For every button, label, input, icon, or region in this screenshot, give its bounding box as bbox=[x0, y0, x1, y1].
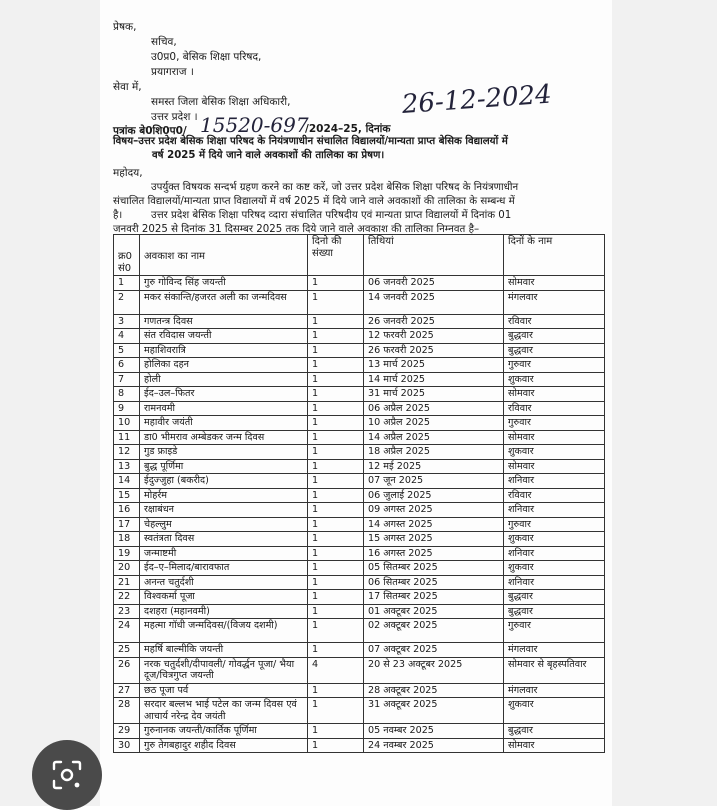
table-row bbox=[114, 532, 605, 547]
cell-sno: 21 bbox=[114, 575, 140, 590]
cell-date: 02 अक्टूबर 2025 bbox=[364, 619, 504, 643]
cell-date: 15 अगस्त 2025 bbox=[364, 532, 504, 547]
cell-weekday: सोमवार bbox=[504, 387, 605, 402]
cell-holiday-name: स्वतंत्रता दिवस bbox=[140, 532, 308, 547]
sender-line: सचिव, bbox=[151, 36, 177, 48]
table-row bbox=[114, 517, 605, 532]
table-row bbox=[114, 430, 605, 445]
cell-sno: 2 bbox=[114, 290, 140, 314]
header-sno: क्र0 सं0 bbox=[114, 235, 140, 276]
cell-holiday-name: महर्षि बाल्मीकि जयन्ती bbox=[140, 643, 308, 658]
table-row bbox=[114, 561, 605, 576]
cell-days-count: 1 bbox=[308, 474, 364, 489]
cell-date: 05 नवम्बर 2025 bbox=[364, 724, 504, 739]
cell-sno: 7 bbox=[114, 372, 140, 387]
cell-holiday-name: छठ पूजा पर्व bbox=[140, 683, 308, 698]
table-header-row bbox=[114, 235, 605, 276]
header-weekday: दिनों के नाम bbox=[504, 235, 605, 276]
handwritten-letter-number: 15520-697 bbox=[200, 113, 309, 137]
cell-weekday: शुकवार bbox=[504, 445, 605, 460]
cell-date: 14 जनवरी 2025 bbox=[364, 290, 504, 314]
cell-weekday: बुद्धवार bbox=[504, 604, 605, 619]
cell-sno: 29 bbox=[114, 724, 140, 739]
cell-weekday: शुकवार bbox=[504, 532, 605, 547]
cell-sno: 13 bbox=[114, 459, 140, 474]
cell-sno: 18 bbox=[114, 532, 140, 547]
cell-weekday: मंगलवार bbox=[504, 290, 605, 314]
cell-weekday: शुकवार bbox=[504, 698, 605, 724]
sender-label: प्रेषक, bbox=[113, 21, 137, 33]
cell-days-count: 1 bbox=[308, 416, 364, 431]
cell-date: 31 अक्टूबर 2025 bbox=[364, 698, 504, 724]
cell-days-count: 1 bbox=[308, 532, 364, 547]
cell-date: 06 जुलाई 2025 bbox=[364, 488, 504, 503]
paragraph-line: उपर्युक्त विषयक सन्दर्भ ग्रहण करने का कष्ट करें, जो उत्तर प्रदेश बेसिक शिक्षा परिषद के नियंत्रणाधीन bbox=[151, 182, 519, 193]
cell-holiday-name: मोहर्रम bbox=[140, 488, 308, 503]
table-row bbox=[114, 401, 605, 416]
cell-holiday-name: महत्मा गॉधी जन्मदिवस/(विजय दशमी) bbox=[140, 619, 308, 643]
cell-days-count: 1 bbox=[308, 575, 364, 590]
cell-date: 12 फरवरी 2025 bbox=[364, 329, 504, 344]
table-row bbox=[114, 590, 605, 605]
table-row bbox=[114, 343, 605, 358]
cell-days-count: 1 bbox=[308, 329, 364, 344]
cell-holiday-name: चेहल्लुम bbox=[140, 517, 308, 532]
subject-line: विषय–उत्तर प्रदेश बेसिक शिक्षा परिषद के नियंत्रणाधीन संचालित विद्यालयों/मान्यता प्राप्त बेसिक विद्यालयों में bbox=[113, 136, 508, 147]
cell-days-count: 1 bbox=[308, 724, 364, 739]
table-row bbox=[114, 546, 605, 561]
table-row bbox=[114, 643, 605, 658]
table-row bbox=[114, 488, 605, 503]
cell-holiday-name: होलिका दहन bbox=[140, 358, 308, 373]
cell-weekday: रविवार bbox=[504, 314, 605, 329]
table-row bbox=[114, 358, 605, 373]
cell-days-count: 1 bbox=[308, 503, 364, 518]
cell-date: 07 अक्टूबर 2025 bbox=[364, 643, 504, 658]
cell-days-count: 1 bbox=[308, 517, 364, 532]
header-holiday-name: अवकाश का नाम bbox=[140, 235, 308, 276]
cell-weekday: बुद्धवार bbox=[504, 329, 605, 344]
header-dates: तिथियां bbox=[364, 235, 504, 276]
cell-holiday-name: नरक चतुर्दशी/दीपावली/ गोवर्द्धन पूजा/ भैया दूज/चित्रगुप्त जयन्ती bbox=[140, 657, 308, 683]
cell-date: 12 मई 2025 bbox=[364, 459, 504, 474]
cell-date: 16 अगस्त 2025 bbox=[364, 546, 504, 561]
cell-sno: 1 bbox=[114, 276, 140, 291]
cell-days-count: 1 bbox=[308, 738, 364, 753]
cell-date: 17 सितम्बर 2025 bbox=[364, 590, 504, 605]
cell-sno: 17 bbox=[114, 517, 140, 532]
cell-holiday-name: विश्वकर्मा पूजा bbox=[140, 590, 308, 605]
cell-sno: 26 bbox=[114, 657, 140, 683]
right-margin bbox=[612, 0, 717, 806]
cell-weekday: सोमवार bbox=[504, 738, 605, 753]
cell-days-count: 1 bbox=[308, 358, 364, 373]
cell-days-count: 1 bbox=[308, 314, 364, 329]
cell-holiday-name: डा0 भीमराव अम्बेडकर जन्म दिवस bbox=[140, 430, 308, 445]
cell-sno: 24 bbox=[114, 619, 140, 643]
cell-date: 24 नवम्बर 2025 bbox=[364, 738, 504, 753]
cell-weekday: गुरुवार bbox=[504, 619, 605, 643]
cell-holiday-name: गुरुनानक जयन्ती/कार्तिक पूर्णिमा bbox=[140, 724, 308, 739]
table-row bbox=[114, 724, 605, 739]
cell-weekday: मंगलवार bbox=[504, 683, 605, 698]
year-date-label: /2024–25, दिनांक bbox=[305, 123, 391, 135]
cell-weekday: गुरुवार bbox=[504, 358, 605, 373]
cell-days-count: 1 bbox=[308, 343, 364, 358]
cell-sno: 5 bbox=[114, 343, 140, 358]
cell-days-count: 1 bbox=[308, 619, 364, 643]
recipient-line: उत्तर प्रदेश । bbox=[151, 111, 198, 123]
cell-sno: 8 bbox=[114, 387, 140, 402]
cell-days-count: 1 bbox=[308, 488, 364, 503]
cell-weekday: रविवार bbox=[504, 488, 605, 503]
table-row bbox=[114, 683, 605, 698]
cell-holiday-name: अनन्त चतुर्दशी bbox=[140, 575, 308, 590]
paragraph-line: जनवरी 2025 से दिनांक 31 दिसम्बर 2025 तक दिये जाने वाले अवकाश की तालिका निम्नवत है– bbox=[113, 224, 480, 235]
cell-date: 01 अक्टूबर 2025 bbox=[364, 604, 504, 619]
cell-days-count: 1 bbox=[308, 290, 364, 314]
cell-holiday-name: ईदुज्जुहा (बकरीद) bbox=[140, 474, 308, 489]
cell-holiday-name: गुरु तेगबहादुर शहीद दिवस bbox=[140, 738, 308, 753]
cell-date: 31 मार्च 2025 bbox=[364, 387, 504, 402]
cell-weekday: सोमवार bbox=[504, 459, 605, 474]
paragraph-line: संचालित विद्यालयों/मान्यता प्राप्त विद्यालयों में वर्ष 2025 में दिये जाने वाले अवकाशों की तालिका के सम्बन्ध में bbox=[113, 196, 515, 207]
cell-date: 20 से 23 अक्टूबर 2025 bbox=[364, 657, 504, 683]
cell-date: 06 सितम्बर 2025 bbox=[364, 575, 504, 590]
table-row bbox=[114, 657, 605, 683]
cell-holiday-name: महाशिवरात्रि bbox=[140, 343, 308, 358]
sender-line: उ0प्र0, बेसिक शिक्षा परिषद, bbox=[151, 51, 262, 63]
table-row bbox=[114, 445, 605, 460]
table-row bbox=[114, 314, 605, 329]
cell-days-count: 1 bbox=[308, 604, 364, 619]
subject-line: वर्ष 2025 में दिये जाने वाले अवकाशों की तालिका का प्रेषण। bbox=[152, 150, 385, 161]
cell-sno: 9 bbox=[114, 401, 140, 416]
cell-weekday: बुद्धवार bbox=[504, 343, 605, 358]
cell-sno: 11 bbox=[114, 430, 140, 445]
table-row bbox=[114, 698, 605, 724]
cell-holiday-name: गुरु गोविन्द सिंह जयन्ती bbox=[140, 276, 308, 291]
cell-days-count: 1 bbox=[308, 683, 364, 698]
cell-holiday-name: ईद–उल–फितर bbox=[140, 387, 308, 402]
table-row bbox=[114, 738, 605, 753]
holiday-table bbox=[113, 234, 605, 753]
cell-sno: 14 bbox=[114, 474, 140, 489]
table-row bbox=[114, 474, 605, 489]
table-row bbox=[114, 329, 605, 344]
cell-weekday: शनिवार bbox=[504, 503, 605, 518]
cell-sno: 22 bbox=[114, 590, 140, 605]
cell-days-count: 1 bbox=[308, 372, 364, 387]
paragraph-line: है। bbox=[113, 210, 123, 221]
cell-weekday: सोमवार bbox=[504, 276, 605, 291]
cell-date: 14 अप्रैल 2025 bbox=[364, 430, 504, 445]
cell-holiday-name: बुद्ध पूर्णिमा bbox=[140, 459, 308, 474]
handwritten-date: 26-12-2024 bbox=[400, 79, 553, 120]
cell-days-count: 1 bbox=[308, 430, 364, 445]
cell-sno: 4 bbox=[114, 329, 140, 344]
cell-days-count: 1 bbox=[308, 445, 364, 460]
table-row bbox=[114, 604, 605, 619]
table-row bbox=[114, 416, 605, 431]
table-row bbox=[114, 387, 605, 402]
table-row bbox=[114, 276, 605, 291]
cell-holiday-name: सरदार बल्लभ भाई पटेल का जन्म दिवस एवं आचार्य नरेन्द्र देव जयंती bbox=[140, 698, 308, 724]
table-row bbox=[114, 372, 605, 387]
cell-holiday-name: महावीर जयंती bbox=[140, 416, 308, 431]
cell-holiday-name: ईद–ए–मिलाद/बारावफात bbox=[140, 561, 308, 576]
cell-weekday: बुद्धवार bbox=[504, 590, 605, 605]
cell-sno: 23 bbox=[114, 604, 140, 619]
patrank-label: पत्रांक बे0शि0प0/ bbox=[113, 125, 187, 137]
cell-weekday: सोमवार bbox=[504, 430, 605, 445]
cell-weekday: गुरुवार bbox=[504, 517, 605, 532]
cell-days-count: 1 bbox=[308, 561, 364, 576]
paragraph-line: उत्तर प्रदेश बेसिक शिक्षा परिषद व्दारा संचालित परिषदीय एवं मान्यता प्राप्त विद्यालयों में दिनांक 01 bbox=[151, 210, 512, 221]
cell-date: 18 अप्रैल 2025 bbox=[364, 445, 504, 460]
lens-search-icon bbox=[50, 758, 84, 792]
cell-holiday-name: रामनवमी bbox=[140, 401, 308, 416]
cell-date: 14 अगस्त 2025 bbox=[364, 517, 504, 532]
cell-sno: 27 bbox=[114, 683, 140, 698]
cell-date: 05 सितम्बर 2025 bbox=[364, 561, 504, 576]
cell-date: 09 अगस्त 2025 bbox=[364, 503, 504, 518]
cell-holiday-name: गुड फ्राइडे bbox=[140, 445, 308, 460]
cell-date: 07 जून 2025 bbox=[364, 474, 504, 489]
cell-date: 26 जनवरी 2025 bbox=[364, 314, 504, 329]
cell-date: 26 फरवरी 2025 bbox=[364, 343, 504, 358]
cell-holiday-name: दशहरा (महानवमी) bbox=[140, 604, 308, 619]
cell-date: 06 जनवरी 2025 bbox=[364, 276, 504, 291]
cell-weekday: रविवार bbox=[504, 401, 605, 416]
cell-date: 06 अप्रैल 2025 bbox=[364, 401, 504, 416]
cell-days-count: 1 bbox=[308, 698, 364, 724]
cell-weekday: शनिवार bbox=[504, 546, 605, 561]
sender-line: प्रयागराज । bbox=[151, 66, 194, 78]
cell-weekday: शुकवार bbox=[504, 372, 605, 387]
cell-holiday-name: संत रविदास जयन्ती bbox=[140, 329, 308, 344]
recipient-label: सेवा में, bbox=[113, 81, 142, 93]
cell-date: 14 मार्च 2025 bbox=[364, 372, 504, 387]
cell-sno: 3 bbox=[114, 314, 140, 329]
cell-sno: 12 bbox=[114, 445, 140, 460]
cell-sno: 28 bbox=[114, 698, 140, 724]
cell-holiday-name: होली bbox=[140, 372, 308, 387]
cell-sno: 25 bbox=[114, 643, 140, 658]
cell-days-count: 4 bbox=[308, 657, 364, 683]
cell-date: 28 अक्टूबर 2025 bbox=[364, 683, 504, 698]
cell-sno: 6 bbox=[114, 358, 140, 373]
cell-days-count: 1 bbox=[308, 643, 364, 658]
cell-weekday: शनिवार bbox=[504, 474, 605, 489]
cell-weekday: शनिवार bbox=[504, 575, 605, 590]
table-row bbox=[114, 459, 605, 474]
cell-weekday: सोमवार से बृहस्पतिवार bbox=[504, 657, 605, 683]
cell-weekday: गुरुवार bbox=[504, 416, 605, 431]
cell-days-count: 1 bbox=[308, 401, 364, 416]
cell-holiday-name: मकर संकान्ति/हजरत अली का जन्मदिवस bbox=[140, 290, 308, 314]
cell-days-count: 1 bbox=[308, 590, 364, 605]
cell-days-count: 1 bbox=[308, 276, 364, 291]
salutation: महोदय, bbox=[113, 167, 143, 179]
cell-sno: 10 bbox=[114, 416, 140, 431]
cell-weekday: शुकवार bbox=[504, 561, 605, 576]
cell-days-count: 1 bbox=[308, 387, 364, 402]
cell-sno: 30 bbox=[114, 738, 140, 753]
cell-sno: 19 bbox=[114, 546, 140, 561]
cell-days-count: 1 bbox=[308, 546, 364, 561]
cell-date: 13 मार्च 2025 bbox=[364, 358, 504, 373]
recipient-line: समस्त जिला बेसिक शिक्षा अधिकारी, bbox=[151, 96, 291, 108]
cell-holiday-name: गणतन्त्र दिवस bbox=[140, 314, 308, 329]
table-row bbox=[114, 575, 605, 590]
table-row bbox=[114, 619, 605, 643]
header-days-count: दिनो की संख्या bbox=[308, 235, 364, 276]
cell-sno: 16 bbox=[114, 503, 140, 518]
left-margin bbox=[0, 0, 100, 806]
table-row bbox=[114, 290, 605, 314]
cell-sno: 15 bbox=[114, 488, 140, 503]
lens-search-button[interactable] bbox=[32, 740, 102, 810]
cell-sno: 20 bbox=[114, 561, 140, 576]
cell-days-count: 1 bbox=[308, 459, 364, 474]
cell-holiday-name: रक्षाबंधन bbox=[140, 503, 308, 518]
cell-holiday-name: जन्माष्टमी bbox=[140, 546, 308, 561]
table-row bbox=[114, 503, 605, 518]
cell-date: 10 अप्रैल 2025 bbox=[364, 416, 504, 431]
cell-weekday: मंगलवार bbox=[504, 643, 605, 658]
cell-weekday: बुद्धवार bbox=[504, 724, 605, 739]
